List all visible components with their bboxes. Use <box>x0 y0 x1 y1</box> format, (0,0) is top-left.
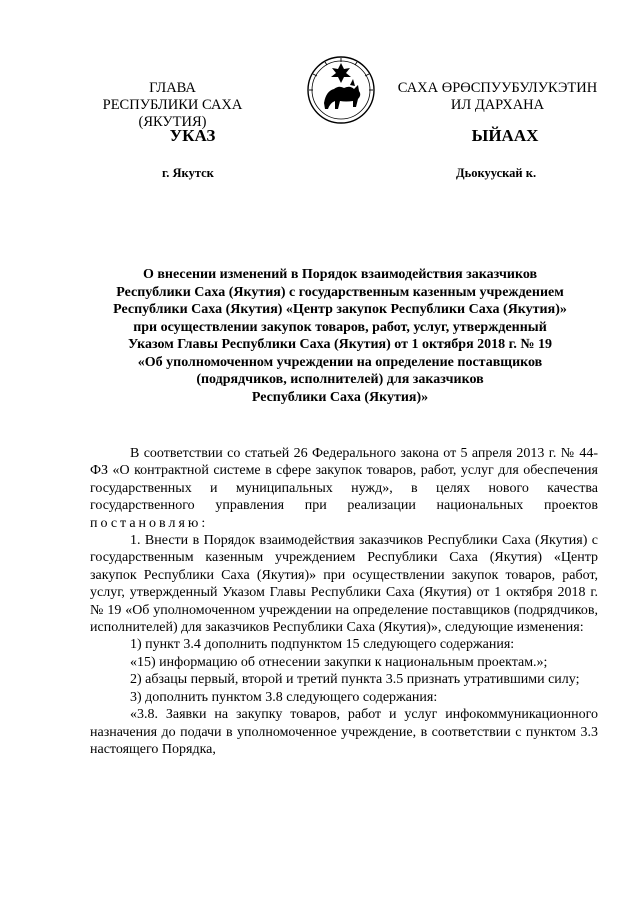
decree-title-sakha: ЫЙААХ <box>471 126 539 145</box>
city-ru: г. Якутск <box>162 166 214 180</box>
subitem-3-paragraph: 3) дополнить пунктом 3.8 следующего содержания: <box>130 689 438 705</box>
document-title-line: (подрядчиков, исполнителей) для заказчиков <box>196 372 484 387</box>
header-left <box>70 80 275 131</box>
subitem-1-paragraph: 1) пункт 3.4 дополнить подпунктом 15 следующего содержания: <box>130 637 515 653</box>
header-left-line1: ГЛАВА <box>149 80 196 96</box>
preamble-text: В соответствии со статьей 26 Федерального закона от 5 апреля 2013 г. № 44-ФЗ «О контрактной системе в сфере закупок товаров, работ, услуг для обеспечения государственных и муниципальных нужд», в целях нового качества государственного управления при реализации национальных проектов <box>90 446 598 514</box>
document-title-line: при осуществлении закупок товаров, работ, услуг, утвержденный <box>133 319 547 335</box>
coat-of-arms-emblem-icon <box>306 55 376 125</box>
document-title-line: Республики Саха (Якутия) «Центр закупок Республики Саха (Якутия)» <box>113 302 567 317</box>
document-title-line: Указом Главы Республики Саха (Якутия) от 1 октября 2018 г. № 19 <box>128 337 552 352</box>
document-title-line: Республики Саха (Якутия) с государственным казенным учреждением <box>116 284 564 300</box>
subitem-1-text-paragraph: «15) информацию об отнесении закупки к национальным проектам.»; <box>130 654 548 670</box>
subitem-3-text-paragraph: «3.8. Заявки на закупку товаров, работ и услуг инфокоммуникационного назначения до подачи в уполномоченное учреждение, в соответствии с пунктом 3.3 настоящего Порядка, <box>90 707 598 757</box>
document-title-line: Республики Саха (Якутия)» <box>251 389 429 405</box>
header-right-line2: ИЛ ДАРХАНА <box>450 97 545 113</box>
document-body <box>90 445 598 758</box>
subitem-2-paragraph: 2) абзацы первый, второй и третий пункта 3.5 признать утратившими силу; <box>130 672 580 688</box>
decree-title-ru: УКАЗ <box>169 126 216 145</box>
document-title-line: О внесении изменений в Порядок взаимодействия заказчиков <box>142 267 538 282</box>
decree-word: постановляю: <box>90 515 209 531</box>
preamble-paragraph <box>90 445 598 532</box>
header-right-line1: САХА ӨРӨСПУУБУЛУКЭТИН <box>397 80 598 96</box>
document-title-line: «Об уполномоченном учреждении на определение поставщиков <box>137 354 543 370</box>
city-sakha: Дьокуускай к. <box>456 166 537 180</box>
item-1-paragraph: 1. Внести в Порядок взаимодействия заказчиков Республики Саха (Якутия) с государственным казенным учреждением Республики Саха (Якутия) «Центр закупок Республики Саха (Якутия)» при осуществлении закупок товаров, работ, услуг, утвержденный Указом Главы Республики Саха (Якутия) от 1 октября 2018 г. № 19 «Об уполномоченном учреждении на определение поставщиков (подрядчиков, исполнителей) для заказчиков Республики Саха (Якутия)», следующие изменения: <box>90 533 598 636</box>
header-left-line2: РЕСПУБЛИКИ САХА (ЯКУТИЯ) <box>102 97 243 130</box>
document-title <box>80 266 600 406</box>
header-right <box>380 80 615 114</box>
